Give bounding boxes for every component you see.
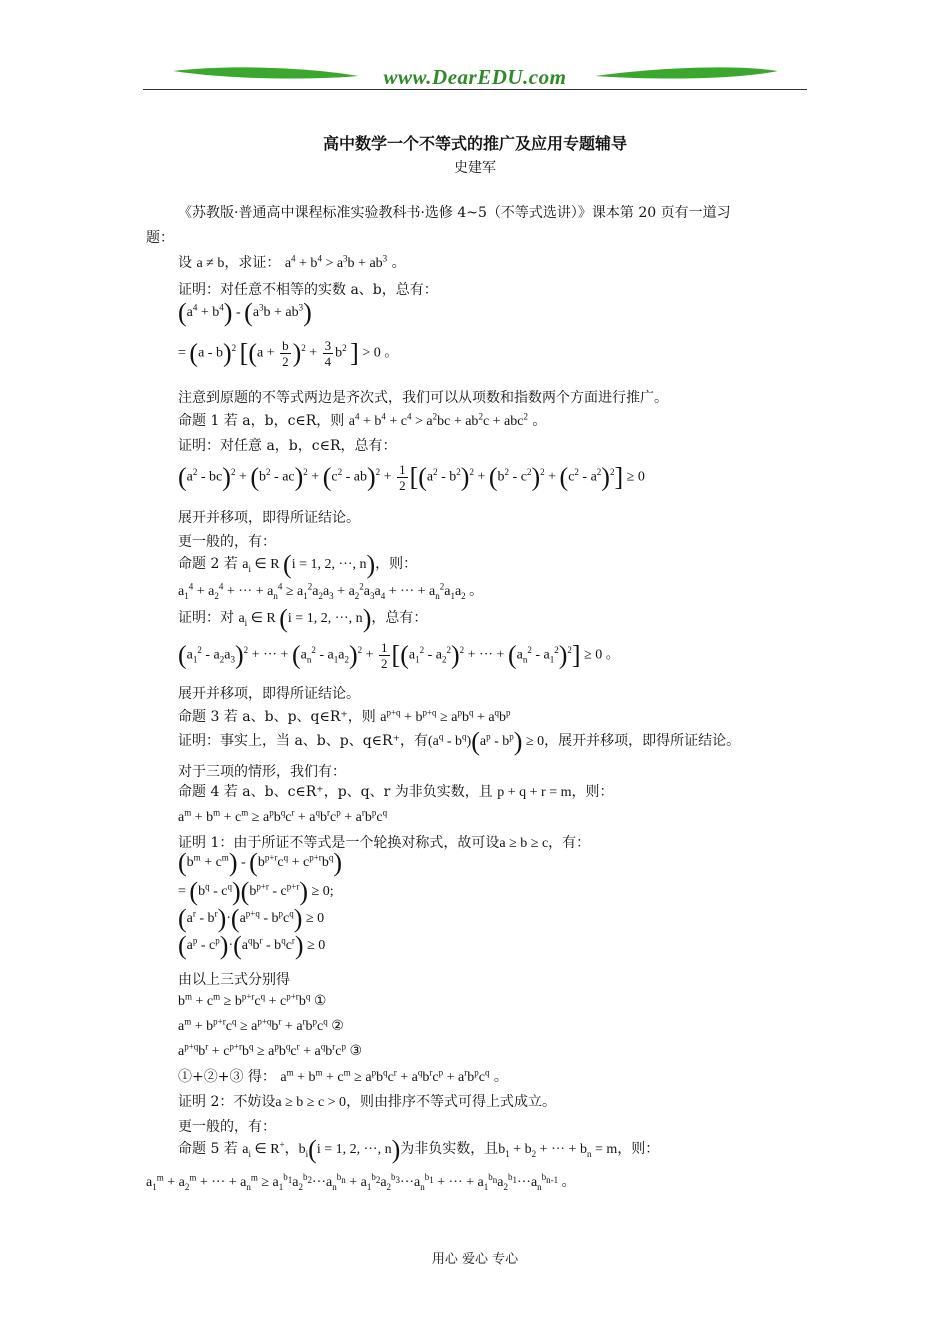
- site-name: www.DearEDU.com: [383, 65, 567, 89]
- proof4-step-2: = $(b^q - c^q)(b^{p+r} - c^{p+r}) \ge 0$;: [178, 877, 334, 906]
- proposition-5: 命题 5 若 $a_i$ ∈ R+，$b_i(i = 1$, 2, ···, n)为非负实数，且$b_1 + b_2$ + ··· + $b_n = m$，则：: [178, 1135, 660, 1164]
- proof4-line: 证明 1：由于所证不等式是一个轮换对称式，故可设a ≥ b ≥ c，有：: [178, 835, 591, 851]
- result-2: $a^m + b^{p+r}c^q \ge a^{p+q}b^r + a^rb^pc^q$ ②: [178, 1016, 344, 1034]
- general-line-2: 更一般的，有：: [178, 1119, 276, 1135]
- proof0-formula-1: $(a^4 + b^4) - (a^3b + ab^3)$: [178, 298, 312, 327]
- proposition-1: 命题 1 若 a，b，c∈R，则 $a^4 + b^4 + c^4 > a^2bc + ab^2c + abc^2$ 。: [178, 411, 547, 429]
- site-header: [143, 62, 807, 92]
- proof0-line: 证明：对任意不相等的实数 a、b，总有：: [178, 282, 438, 298]
- note-line: 注意到原题的不等式两边是齐次式，我们可以从项数和指数两个方面进行推广。: [178, 390, 668, 406]
- proof4b-line: 证明 2：不妨设a ≥ b ≥ c > 0，则由排序不等式可得上式成立。: [178, 1094, 557, 1110]
- result-3: $a^{p+q}b^r + c^{p+r}b^q \ge a^pb^qc^r + a^qb^rc^p$ ③: [178, 1041, 362, 1059]
- proposition-4: 命题 4 若 a、b、c∈R⁺，p、q、r 为非负实数，且 p + q + r = m，则：: [178, 784, 614, 800]
- intro-line-1: 《苏教版·普通高中课程标准实验教科书·选修 4~5（不等式选讲）》课本第 20 页有一道习: [178, 205, 731, 221]
- proof1-line: 证明：对任意 a，b，c∈R，总有：: [178, 438, 397, 454]
- header-rule: [143, 89, 807, 90]
- result-1: $b^m + c^m \ge b^{p+r}c^q + c^{p+r}b^q$ ①: [178, 991, 327, 1009]
- expand-line-1: 展开并移项，即得所证结论。: [178, 510, 360, 526]
- page-footer: 用心 爱心 专心: [431, 1252, 519, 1267]
- proof0-formula-2: = (a - b)$^2$ [(a + $\frac{b}{2}$ )$^2$ + $\frac{3}{4}$ $b^2$ ] > 0 。: [178, 338, 399, 369]
- three-terms-line: 对于三项的情形，我们有：: [178, 764, 346, 780]
- proof4-step-3: $(a^r - b^r)\cdot(a^{p+q} - b^pc^q) \ge 0$: [178, 904, 325, 933]
- doc-title: 高中数学一个不等式的推广及应用专题辅导: [322, 134, 627, 153]
- proposition-4-formula: $a^m + b^m + c^m \ge a^pb^qc^r + a^qb^rc^p + a^rb^pc^q$: [178, 807, 388, 825]
- expand-line-2: 展开并移项，即得所证结论。: [178, 686, 360, 702]
- proof4-step-4: $(a^p - c^p)\cdot(a^qb^r - b^qc^r) \ge 0$: [178, 931, 326, 960]
- proposition-5-formula: $a_1^m + a_2^m$ + ··· + $a_n^m \ge a_1^{b_1}a_2^{b_2}\cdot\cdot\cdot a_n^{b_n} + a_1^{b_2}a_2^{b_3}\cdot\cdot\cdot a_n^{b_1}$ + ··· + $a_1^{b_n}a_2^{b_1}\cdot\cdot\cdot a_n^{b_{n-1}}$ 。: [146, 1172, 576, 1192]
- proposition-3: 命题 3 若 a、b、p、q∈R⁺，则 $a^{p+q} + b^{p+q} \ge a^pb^q + a^qb^p$: [178, 707, 511, 725]
- general-line-1: 更一般的，有：: [178, 534, 276, 550]
- proof3-line: 证明：事实上，当 a、b、p、q∈R⁺，有$(a^q - b^q)(a^p - b^p) \ge 0$，展开并移项，即得所证结论。: [178, 727, 741, 756]
- proof4-step-1: $(b^m + c^m) - (b^{p+r}c^q + c^{p+r}b^q)$: [178, 848, 342, 877]
- from-three-line: 由以上三式分别得: [178, 972, 290, 988]
- doc-author: 史建军: [454, 160, 496, 176]
- intro-line-2: 题：: [146, 230, 174, 246]
- proposition-2: 命题 2 若 $a_i$ ∈ R (i = 1, 2, ···, n)，则：: [178, 550, 418, 579]
- proposition-2-formula: $a_1^4 + a_2^4$ + ··· + $a_n^4 \ge a_1^2a_2a_3 + a_2^2a_3a_4$ + ··· + $a_n^2a_1a_2$ 。: [178, 581, 484, 601]
- proof1-formula: $(a^2 - bc)^2 + (b^2 - ac)^2 + (c^2 - ab)^2$ + $\frac{1}{2}$ $[(a^2 - b^2)^2 + (b^2 - c^2)^2 + (c^2 - a^2)^2] \ge 0$: [178, 462, 645, 493]
- given-line: 设 a ≠ b，求证： $a^4 + b^4 > a^3b + ab^3$ 。: [178, 253, 406, 271]
- sum-line: ①+②+③ 得： $a^m + b^m + c^m \ge a^pb^qc^r + a^qb^rc^p + a^rb^pc^q$ 。: [178, 1067, 508, 1085]
- proof2-line: 证明：对 $a_i$ ∈ R (i = 1, 2, ···, n)，总有：: [178, 604, 428, 633]
- proof2-formula: $(a_1^2 - a_2a_3)^2$ + ··· + $(a_n^2 - a_1a_2)^2$ + $\frac{1}{2}$ [$(a_1^2 - a_2^2)^2$ + ··· + $(a_n^2 - a_1^2)^2] \ge 0$ 。: [178, 640, 620, 671]
